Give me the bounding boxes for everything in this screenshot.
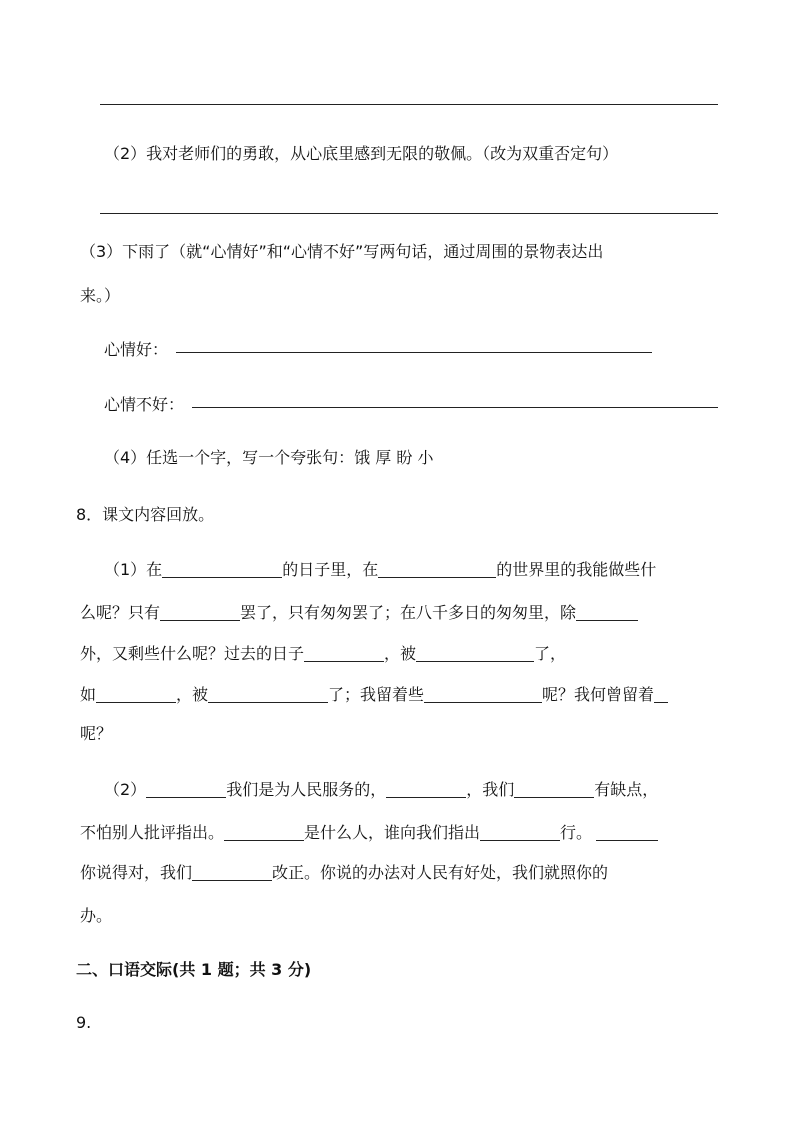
fill-blank[interactable]	[96, 685, 176, 703]
fill-blank[interactable]	[162, 560, 282, 578]
mood-good-label: 心情好：	[104, 340, 169, 359]
text: 了；我留着些	[328, 685, 425, 704]
text: ，我们	[466, 780, 515, 799]
fill-blank[interactable]	[386, 780, 466, 798]
section-heading: 二、口语交际(共 1 题；共 3 分)	[76, 960, 312, 979]
q7-part3-text: （3）下雨了（就“心情好”和“心情不好”写两句话，通过周围的景物表达出	[80, 242, 604, 261]
text: （2）	[104, 780, 147, 799]
q8-p1-line5: 呢？	[80, 724, 113, 743]
fill-blank[interactable]	[378, 560, 496, 578]
fill-blank[interactable]	[416, 644, 534, 662]
text: ，被	[176, 685, 209, 704]
text: 呢？我何曾留着	[542, 685, 655, 704]
text: 外，又剩些什么呢？过去的日子	[80, 644, 305, 663]
q8-p2-line1	[104, 777, 658, 800]
text: 的日子里，在	[282, 560, 379, 579]
q7-part3-text-cont: 来。）	[80, 286, 121, 305]
q8-title: 8．课文内容回放。	[76, 505, 215, 524]
mood-good-answer-line[interactable]	[176, 352, 652, 353]
fill-blank[interactable]	[224, 823, 304, 841]
text: （1）在	[104, 560, 163, 579]
answer-line-q7-2[interactable]	[100, 213, 718, 214]
text: 如	[80, 685, 97, 704]
text: 了，	[534, 644, 567, 663]
text: 罢了，只有匆匆罢了；在八千多日的匆匆里，除	[240, 603, 577, 622]
fill-blank[interactable]	[596, 823, 658, 841]
mood-bad-label: 心情不好：	[104, 395, 185, 414]
fill-blank[interactable]	[514, 780, 594, 798]
fill-blank[interactable]	[146, 780, 226, 798]
q8-p1-line4	[80, 682, 668, 705]
q8-p2-line4: 办。	[80, 906, 113, 925]
q9-number: 9.	[76, 1013, 92, 1032]
mood-bad-answer-line[interactable]	[192, 407, 718, 408]
fill-blank[interactable]	[160, 603, 240, 621]
text: ，被	[384, 644, 417, 663]
q8-p1-line2	[80, 600, 638, 623]
text: 有缺点，	[594, 780, 659, 799]
fill-blank[interactable]	[654, 685, 668, 703]
text: 是什么人，谁向我们指出	[304, 823, 481, 842]
q8-p2-line2	[80, 820, 658, 843]
fill-blank[interactable]	[576, 603, 638, 621]
text: 改正。你说的办法对人民有好处，我们就照你的	[272, 863, 609, 882]
text: 你说得对，我们	[80, 863, 193, 882]
text: 我们是为人民服务的，	[226, 780, 387, 799]
text: 不怕别人批评指出。	[80, 823, 225, 842]
q8-p1-line1	[104, 557, 656, 580]
q8-p2-line3	[80, 860, 608, 883]
fill-blank[interactable]	[424, 685, 542, 703]
text: 么呢？只有	[80, 603, 161, 622]
text: 行。	[560, 823, 593, 842]
fill-blank[interactable]	[304, 644, 384, 662]
q7-part4-text: （4）任选一个字，写一个夸张句：饿 厚 盼 小	[104, 448, 434, 467]
q7-part2-text: （2）我对老师们的勇敢，从心底里感到无限的敬佩。（改为双重否定句）	[104, 144, 619, 163]
answer-line-q7-1[interactable]	[100, 104, 718, 105]
fill-blank[interactable]	[192, 863, 272, 881]
fill-blank[interactable]	[208, 685, 328, 703]
q8-p1-line3	[80, 641, 566, 664]
fill-blank[interactable]	[480, 823, 560, 841]
text: 的世界里的我能做些什	[496, 560, 657, 579]
